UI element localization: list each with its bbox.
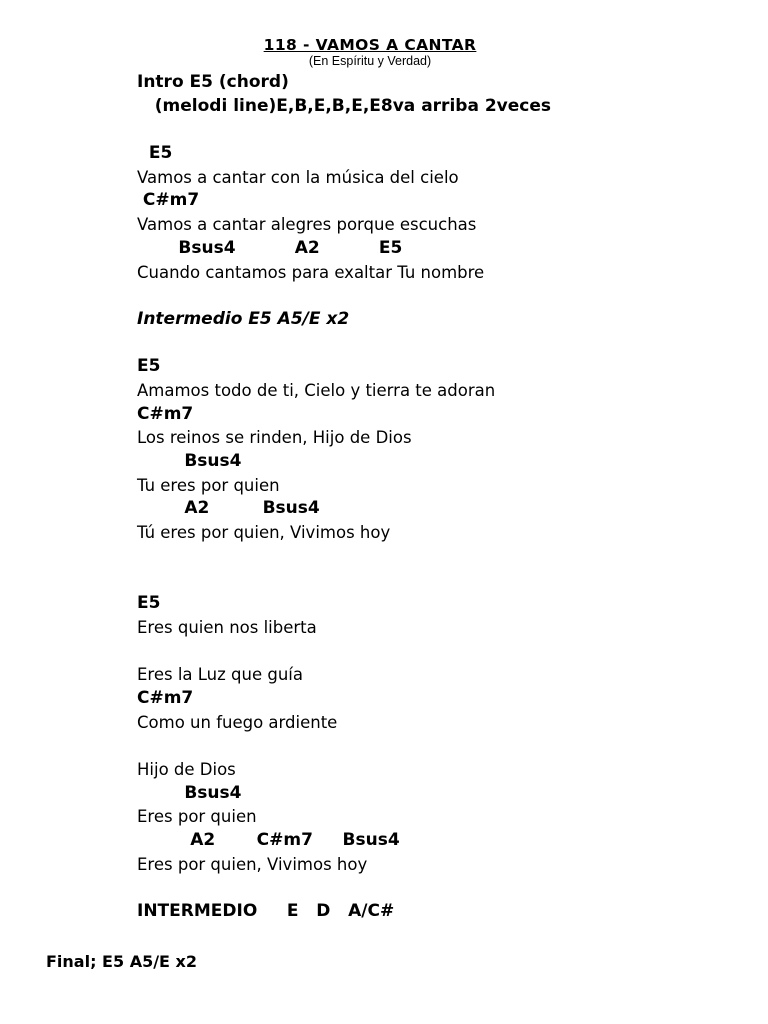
chord-line: C#m7 xyxy=(137,687,194,708)
intro-line: Intro E5 (chord) xyxy=(137,72,289,92)
lyric-line: Vamos a cantar alegres porque escuchas xyxy=(137,215,477,235)
chord-line: Bsus4 xyxy=(137,782,242,803)
lyric-line: Tú eres por quien, Vivimos hoy xyxy=(137,523,391,543)
final-chords: Final; E5 A5/E x2 xyxy=(46,952,197,971)
chord-line: Bsus4 xyxy=(137,451,242,471)
chord-line: C#m7 xyxy=(137,403,194,424)
lyric-line: Cuando cantamos para exaltar Tu nombre xyxy=(137,262,485,282)
song-subtitle: (En Espíritu y Verdad) xyxy=(308,54,432,68)
chord-line: E5 xyxy=(137,143,173,164)
blank-line xyxy=(137,118,757,142)
blank-line xyxy=(137,545,757,569)
section-line: INTERMEDIO E D A/C# xyxy=(137,901,395,922)
chord-line: C#m7 xyxy=(137,190,200,211)
blank-line xyxy=(137,332,757,356)
blank-line xyxy=(137,876,757,900)
blank-line xyxy=(137,734,757,758)
lyric-line: Tu eres por quien xyxy=(137,475,280,495)
song-title: 118 - VAMOS A CANTAR xyxy=(263,36,477,54)
song-sheet xyxy=(137,71,757,924)
lyric-line: Amamos todo de ti, Cielo y tierra te adoran xyxy=(137,380,496,400)
blank-line xyxy=(137,568,757,592)
section-line: Intermedio E5 A5/E x2 xyxy=(137,308,350,329)
lyric-line: Eres por quien xyxy=(137,807,257,827)
chord-line: A2 C#m7 Bsus4 xyxy=(137,830,400,850)
chord-line: A2 Bsus4 xyxy=(137,498,320,519)
chord-line: E5 xyxy=(137,356,161,377)
intro-line: (melodi line)E,B,E,B,E,E8va arriba 2veces xyxy=(137,95,551,116)
lyric-line: Vamos a cantar con la música del cielo xyxy=(137,167,459,187)
lyric-line: Como un fuego ardiente xyxy=(137,712,338,732)
lyric-line: Hijo de Dios xyxy=(137,759,236,779)
lyric-line: Eres por quien, Vivimos hoy xyxy=(137,854,368,874)
blank-line xyxy=(137,284,757,308)
chord-line: E5 xyxy=(137,593,161,614)
lyric-line: Eres quien nos liberta xyxy=(137,617,317,637)
lyric-line: Los reinos se rinden, Hijo de Dios xyxy=(137,428,412,448)
lyric-line: Eres la Luz que guía xyxy=(137,665,303,685)
chord-line: Bsus4 A2 E5 xyxy=(137,237,403,258)
blank-line xyxy=(137,640,757,664)
